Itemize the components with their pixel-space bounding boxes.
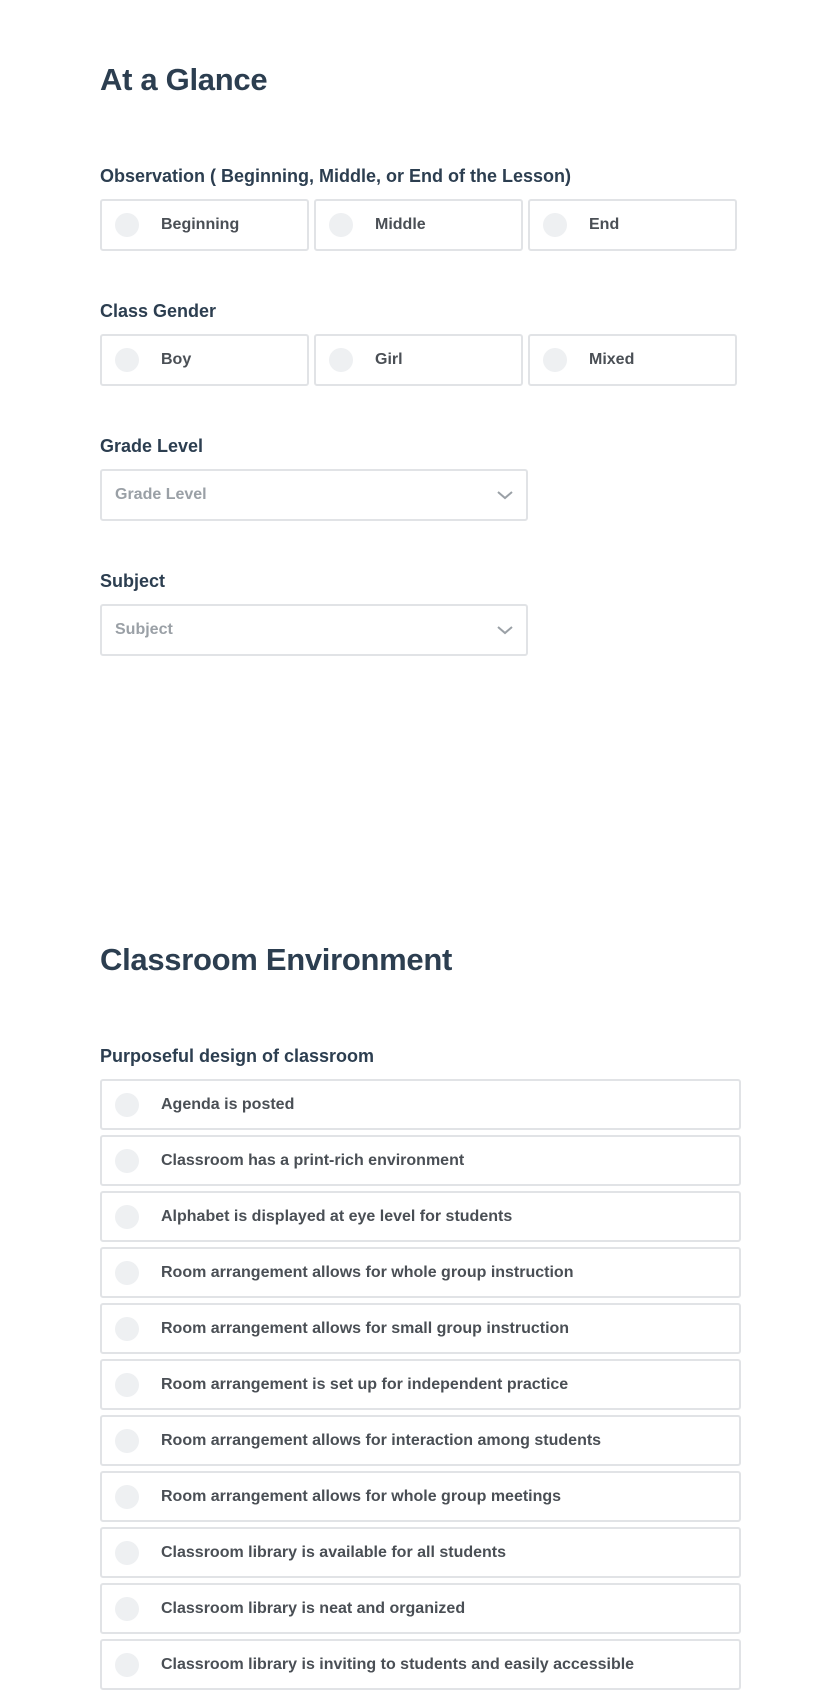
chevron-down-icon: [496, 489, 514, 501]
grade-level-select[interactable]: [100, 469, 528, 521]
option-label: Girl: [375, 351, 403, 368]
option-label: Room arrangement is set up for independent practice: [161, 1375, 569, 1393]
class-gender-option-boy[interactable]: [100, 334, 309, 386]
observation-option-beginning[interactable]: [100, 199, 309, 251]
radio-icon[interactable]: [115, 1373, 139, 1397]
observation-option-end[interactable]: [528, 199, 737, 251]
list-item[interactable]: [100, 1303, 741, 1354]
list-item[interactable]: [100, 1135, 741, 1186]
option-label: Room arrangement allows for whole group meetings: [161, 1487, 562, 1505]
option-label: Agenda is posted: [161, 1095, 295, 1113]
subject-label: Subject: [100, 571, 166, 591]
option-label: Classroom library is neat and organized: [161, 1599, 466, 1617]
subject-placeholder: Subject: [115, 621, 173, 638]
list-item[interactable]: [100, 1359, 741, 1410]
option-label: Alphabet is displayed at eye level for students: [161, 1207, 513, 1225]
option-label: End: [589, 216, 620, 233]
option-label: Beginning: [161, 216, 240, 233]
grade-level-label: Grade Level: [100, 436, 204, 456]
observation-label: Observation ( Beginning, Middle, or End of the Lesson): [100, 166, 572, 186]
radio-icon[interactable]: [115, 348, 139, 372]
observation-options: [100, 199, 737, 251]
radio-icon[interactable]: [115, 1653, 139, 1677]
radio-icon[interactable]: [115, 1093, 139, 1117]
grade-level-placeholder: Grade Level: [115, 486, 207, 503]
radio-icon[interactable]: [115, 1541, 139, 1565]
option-label: Room arrangement allows for interaction among students: [161, 1431, 602, 1449]
radio-icon[interactable]: [115, 1261, 139, 1285]
radio-icon[interactable]: [115, 1149, 139, 1173]
radio-icon[interactable]: [329, 213, 353, 237]
purposeful-design-options: [100, 1079, 741, 1690]
list-item[interactable]: [100, 1191, 741, 1242]
radio-icon[interactable]: [115, 1205, 139, 1229]
radio-icon[interactable]: [543, 348, 567, 372]
class-gender-options: [100, 334, 737, 386]
radio-icon[interactable]: [329, 348, 353, 372]
class-gender-label: Class Gender: [100, 301, 217, 321]
chevron-down-icon: [496, 624, 514, 636]
list-item[interactable]: [100, 1471, 741, 1522]
list-item[interactable]: [100, 1639, 741, 1690]
option-label: Middle: [375, 216, 426, 233]
class-gender-option-girl[interactable]: [314, 334, 523, 386]
option-label: Room arrangement allows for small group instruction: [161, 1319, 570, 1337]
option-label: Classroom library is inviting to students and easily accessible: [161, 1655, 635, 1673]
class-gender-option-mixed[interactable]: [528, 334, 737, 386]
radio-icon[interactable]: [115, 1429, 139, 1453]
list-item[interactable]: [100, 1415, 741, 1466]
option-label: Mixed: [589, 351, 635, 368]
option-label: Room arrangement allows for whole group instruction: [161, 1263, 574, 1281]
list-item[interactable]: [100, 1583, 741, 1634]
radio-icon[interactable]: [115, 213, 139, 237]
radio-icon[interactable]: [115, 1317, 139, 1341]
option-label: Classroom library is available for all students: [161, 1543, 507, 1561]
option-label: Boy: [161, 351, 192, 368]
subject-select[interactable]: [100, 604, 528, 656]
option-label: Classroom has a print-rich environment: [161, 1151, 465, 1169]
radio-icon[interactable]: [115, 1485, 139, 1509]
list-item[interactable]: [100, 1247, 741, 1298]
radio-icon[interactable]: [115, 1597, 139, 1621]
observation-option-middle[interactable]: [314, 199, 523, 251]
section-title-at-a-glance: At a Glance: [100, 62, 268, 97]
radio-icon[interactable]: [543, 213, 567, 237]
section-title-classroom-environment: Classroom Environment: [100, 942, 453, 977]
purposeful-design-label: Purposeful design of classroom: [100, 1046, 375, 1066]
list-item[interactable]: [100, 1527, 741, 1578]
list-item[interactable]: [100, 1079, 741, 1130]
